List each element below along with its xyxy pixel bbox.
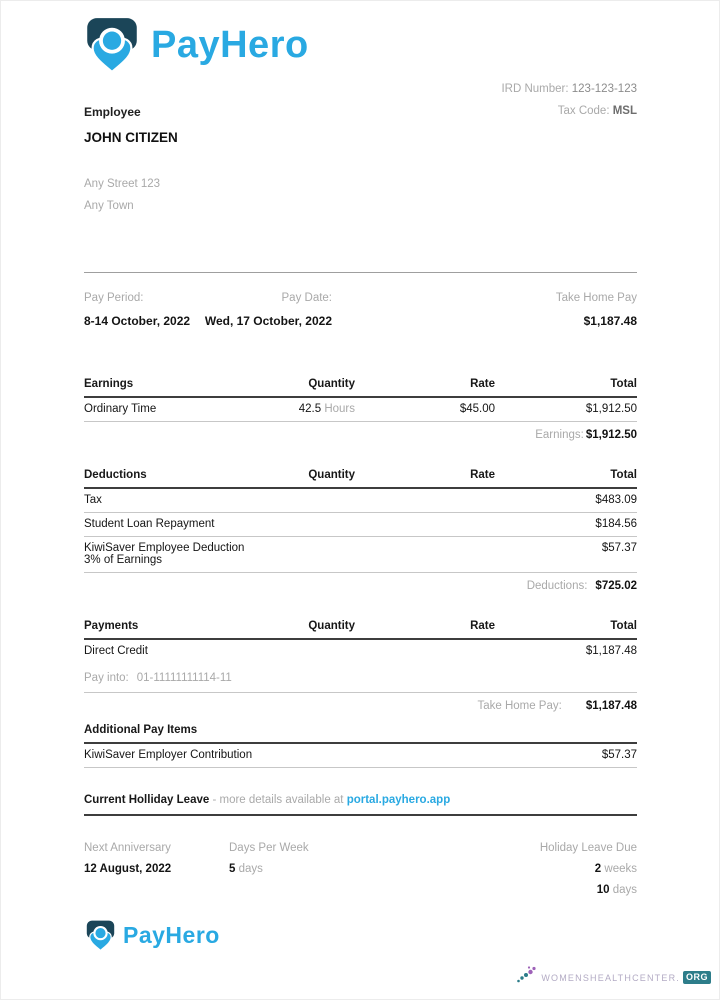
pay-summary [84, 292, 637, 328]
col-header-total: Total [610, 378, 637, 390]
holiday-leave-due-days: 10 days [596, 884, 637, 896]
take-home-pay-summary-value: $1,187.48 [585, 700, 637, 712]
payment-label: Direct Credit [84, 645, 148, 657]
table-row [84, 513, 637, 537]
earnings-table [84, 378, 637, 441]
additional-pay-items-title: Additional Pay Items [84, 724, 637, 744]
payments-table [84, 620, 637, 768]
table-row [84, 744, 637, 768]
table-row [84, 489, 637, 513]
deductions-summary-label: Deductions: [526, 580, 588, 592]
leave-summary [84, 842, 637, 896]
deduction-total: $483.09 [595, 494, 637, 506]
deduction-rate [355, 542, 495, 566]
earning-total: $1,912.50 [585, 403, 637, 415]
table-row [84, 537, 637, 573]
earnings-table-header [84, 378, 637, 398]
earnings-summary-label: Earnings: [535, 429, 584, 441]
portal-link[interactable]: portal.payhero.app [346, 794, 451, 806]
days-per-week-label: Days Per Week [229, 842, 309, 854]
next-anniversary-label: Next Anniversary [84, 842, 171, 854]
col-header-rate: Rate [470, 469, 495, 481]
take-home-pay-value: $1,187.48 [583, 314, 637, 328]
col-header-total: Total [610, 620, 637, 632]
col-header-total: Total [610, 469, 637, 481]
earnings-summary-value: $1,912.50 [585, 429, 637, 441]
take-home-pay-label: Take Home Pay [555, 292, 637, 304]
pay-date-value: Wed, 17 October, 2022 [204, 314, 332, 328]
tax-code-value: MSL [612, 105, 637, 117]
pay-period-value: 8-14 October, 2022 [84, 314, 191, 328]
employee-name: JOHN CITIZEN [84, 130, 178, 145]
col-header-rate: Rate [470, 620, 495, 632]
holiday-leave-subtitle: - more details available at [209, 794, 347, 806]
ird-number-label: IRD Number: [501, 83, 569, 95]
payments-table-header [84, 620, 637, 640]
deductions-table-header [84, 469, 637, 489]
deduction-rate [355, 518, 495, 530]
col-header-quantity: Quantity [308, 620, 355, 632]
section-divider [84, 272, 637, 273]
earning-rate: $45.00 [459, 403, 495, 415]
payhero-logo-icon [86, 920, 115, 951]
days-per-week-value: 5 days [229, 863, 263, 875]
col-header-deductions: Deductions [84, 469, 147, 481]
col-header-quantity: Quantity [308, 469, 355, 481]
col-header-earnings: Earnings [84, 378, 134, 390]
watermark-swirl-icon [516, 965, 538, 990]
quantity-unit: Hours [324, 403, 355, 415]
site-watermark [516, 965, 711, 990]
pay-date-label: Pay Date: [281, 292, 332, 304]
table-row [84, 640, 637, 663]
tax-code-label: Tax Code: [557, 105, 610, 117]
deductions-summary-value: $725.02 [595, 580, 637, 592]
payment-quantity [245, 645, 355, 657]
brand-name: PayHero [123, 922, 220, 948]
earning-label: Ordinary Time [84, 403, 157, 415]
watermark-text: WOMENSHEALTHCENTER. [541, 972, 680, 983]
holiday-leave-due-weeks: 2 weeks [594, 863, 637, 875]
deductions-table [84, 469, 637, 592]
col-header-rate: Rate [470, 378, 495, 390]
additional-item-total: $57.37 [601, 749, 637, 761]
deduction-rate [355, 494, 495, 506]
payment-rate [355, 645, 495, 657]
pay-into-label: Pay into: [84, 672, 129, 684]
holiday-leave-title: Current Holliday Leave [84, 794, 210, 806]
deduction-quantity [245, 494, 355, 506]
col-header-quantity: Quantity [308, 378, 355, 390]
ird-number [84, 83, 637, 95]
brand-name: PayHero [151, 23, 309, 66]
pay-into-account: 01-11111111114-11 [136, 672, 232, 684]
pay-into-row [84, 663, 637, 693]
holiday-leave-heading [84, 794, 637, 816]
deduction-quantity [245, 518, 355, 530]
deduction-label: Tax [84, 494, 102, 506]
earnings-summary [84, 422, 637, 441]
table-row [84, 398, 637, 422]
deduction-total: $57.37 [601, 542, 637, 554]
employee-label: Employee [84, 105, 141, 119]
payment-total: $1,187.48 [585, 645, 637, 657]
payhero-footer-logo [86, 920, 637, 951]
tax-code [558, 105, 637, 119]
take-home-pay-summary-label: Take Home Pay: [477, 700, 562, 712]
pay-period-label: Pay Period: [84, 292, 144, 304]
deduction-label: Student Loan Repayment [84, 518, 215, 530]
payhero-logo-icon [86, 17, 138, 73]
employee-address-line2: Any Town [84, 200, 134, 212]
watermark-org-badge: ORG [683, 971, 711, 984]
take-home-pay-summary [84, 693, 637, 712]
employee-address-line1: Any Street 123 [84, 178, 161, 190]
deduction-label: KiwiSaver Employee Deduction 3% of Earnings [84, 542, 245, 566]
next-anniversary-value: 12 August, 2022 [84, 863, 172, 875]
holiday-leave-due-label: Holiday Leave Due [539, 842, 637, 854]
deduction-quantity [245, 542, 355, 566]
deductions-summary [84, 573, 637, 592]
deduction-total: $184.56 [595, 518, 637, 530]
earning-quantity: 42.5 Hours [298, 403, 355, 415]
ird-number-value: 123-123-123 [571, 83, 637, 95]
payhero-logo [86, 17, 637, 73]
additional-item-label: KiwiSaver Employer Contribution [84, 749, 253, 761]
col-header-payments: Payments [84, 620, 139, 632]
